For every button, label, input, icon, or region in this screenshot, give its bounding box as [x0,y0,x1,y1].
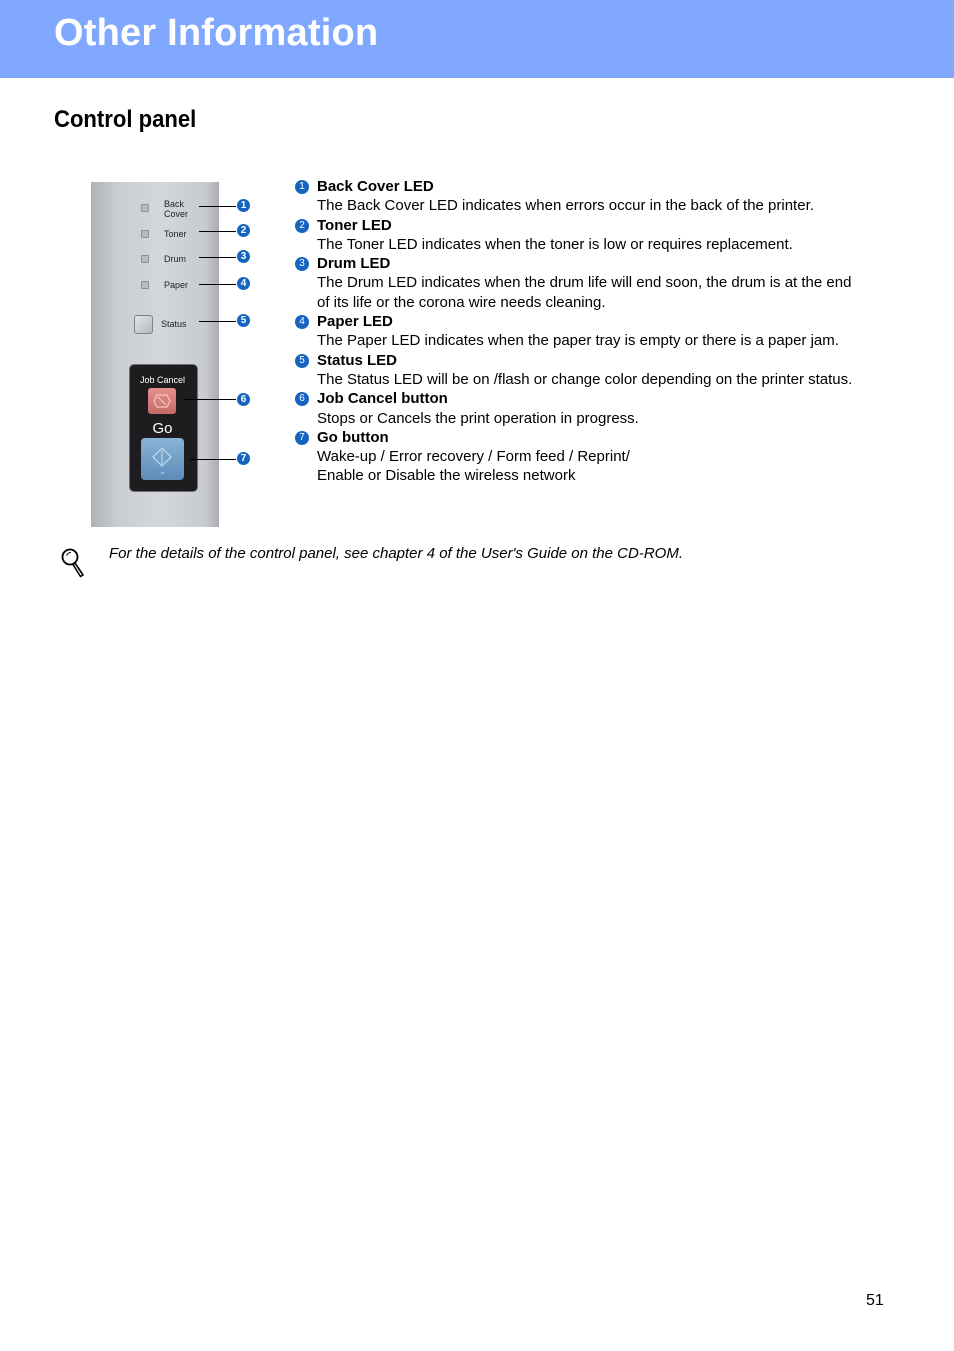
back-cover-label [164,199,188,219]
header-banner [0,0,954,78]
callout-4: 4 [237,277,250,290]
item-text: The Paper LED indicates when the paper tray is empty or there is a paper jam. [317,332,839,350]
description-list [295,177,855,486]
item-title: Status LED [317,351,398,369]
status-label: Status [161,319,187,329]
list-item [295,177,855,216]
item-text-line2: Enable or Disable the wireless network [317,467,576,485]
note-text: For the details of the control panel, see chapter 4 of the User's Guide on the CD-ROM. [109,545,683,562]
item-text: The Back Cover LED indicates when errors occur in the back of the printer. [317,197,814,215]
item-number-badge: 1 [295,180,309,194]
status-led-icon [134,315,153,334]
item-title: Drum LED [317,255,391,273]
list-item [295,216,855,255]
list-item [295,389,855,428]
item-text: The Toner LED indicates when the toner is low or requires replacement. [317,235,793,253]
go-button-icon [141,438,184,480]
item-text: The Drum LED indicates when the drum life will end soon, the drum is at the end of its life or the corona wire needs cleaning. [317,274,852,311]
list-item [295,312,855,351]
page-title: Other Information [54,12,379,54]
drum-led-icon [141,255,149,263]
leader-line-7 [190,459,236,460]
item-number-badge: 2 [295,219,309,233]
list-item [295,254,855,312]
leader-line-4 [199,284,236,285]
toner-label: Toner [164,229,187,239]
item-title: Go button [317,428,389,446]
item-title: Job Cancel button [317,390,448,408]
callout-7: 7 [237,452,250,465]
item-text: Stops or Cancels the print operation in progress. [317,409,639,427]
item-number-badge: 6 [295,392,309,406]
section-title: Control panel [54,106,197,133]
drum-label: Drum [164,254,186,264]
item-number-badge: 4 [295,315,309,329]
job-cancel-label: Job Cancel [139,375,186,385]
list-item [295,351,855,390]
item-text: The Status LED will be on /flash or change color depending on the printer status. [317,370,853,388]
item-title: Toner LED [317,216,392,234]
toner-led-icon [141,230,149,238]
magnifier-icon [60,547,86,579]
callout-3: 3 [237,250,250,263]
item-title: Paper LED [317,313,393,331]
item-number-badge: 5 [295,354,309,368]
callout-1: 1 [237,199,250,212]
job-cancel-button-icon [148,388,176,414]
leader-line-1 [199,206,236,207]
leader-line-6 [184,399,236,400]
paper-label: Paper [164,280,189,290]
item-title: Back Cover LED [317,178,434,195]
callout-2: 2 [237,224,250,237]
paper-led-icon [141,281,149,289]
item-number-badge: 7 [295,431,309,445]
leader-line-3 [199,257,236,258]
callout-6: 6 [237,393,250,406]
item-number-badge: 3 [295,257,309,271]
list-item [295,428,855,486]
page-number: 51 [866,1292,884,1309]
go-label: Go [152,420,173,437]
item-text-line1: Wake-up / Error recovery / Form feed / Reprint/ [317,448,630,466]
back-cover-label-line2: Cover [164,209,189,219]
back-cover-led-icon [141,204,149,212]
back-cover-label-line1: Back [164,199,185,209]
leader-line-2 [199,231,236,232]
callout-5: 5 [237,314,250,327]
leader-line-5 [199,321,236,322]
